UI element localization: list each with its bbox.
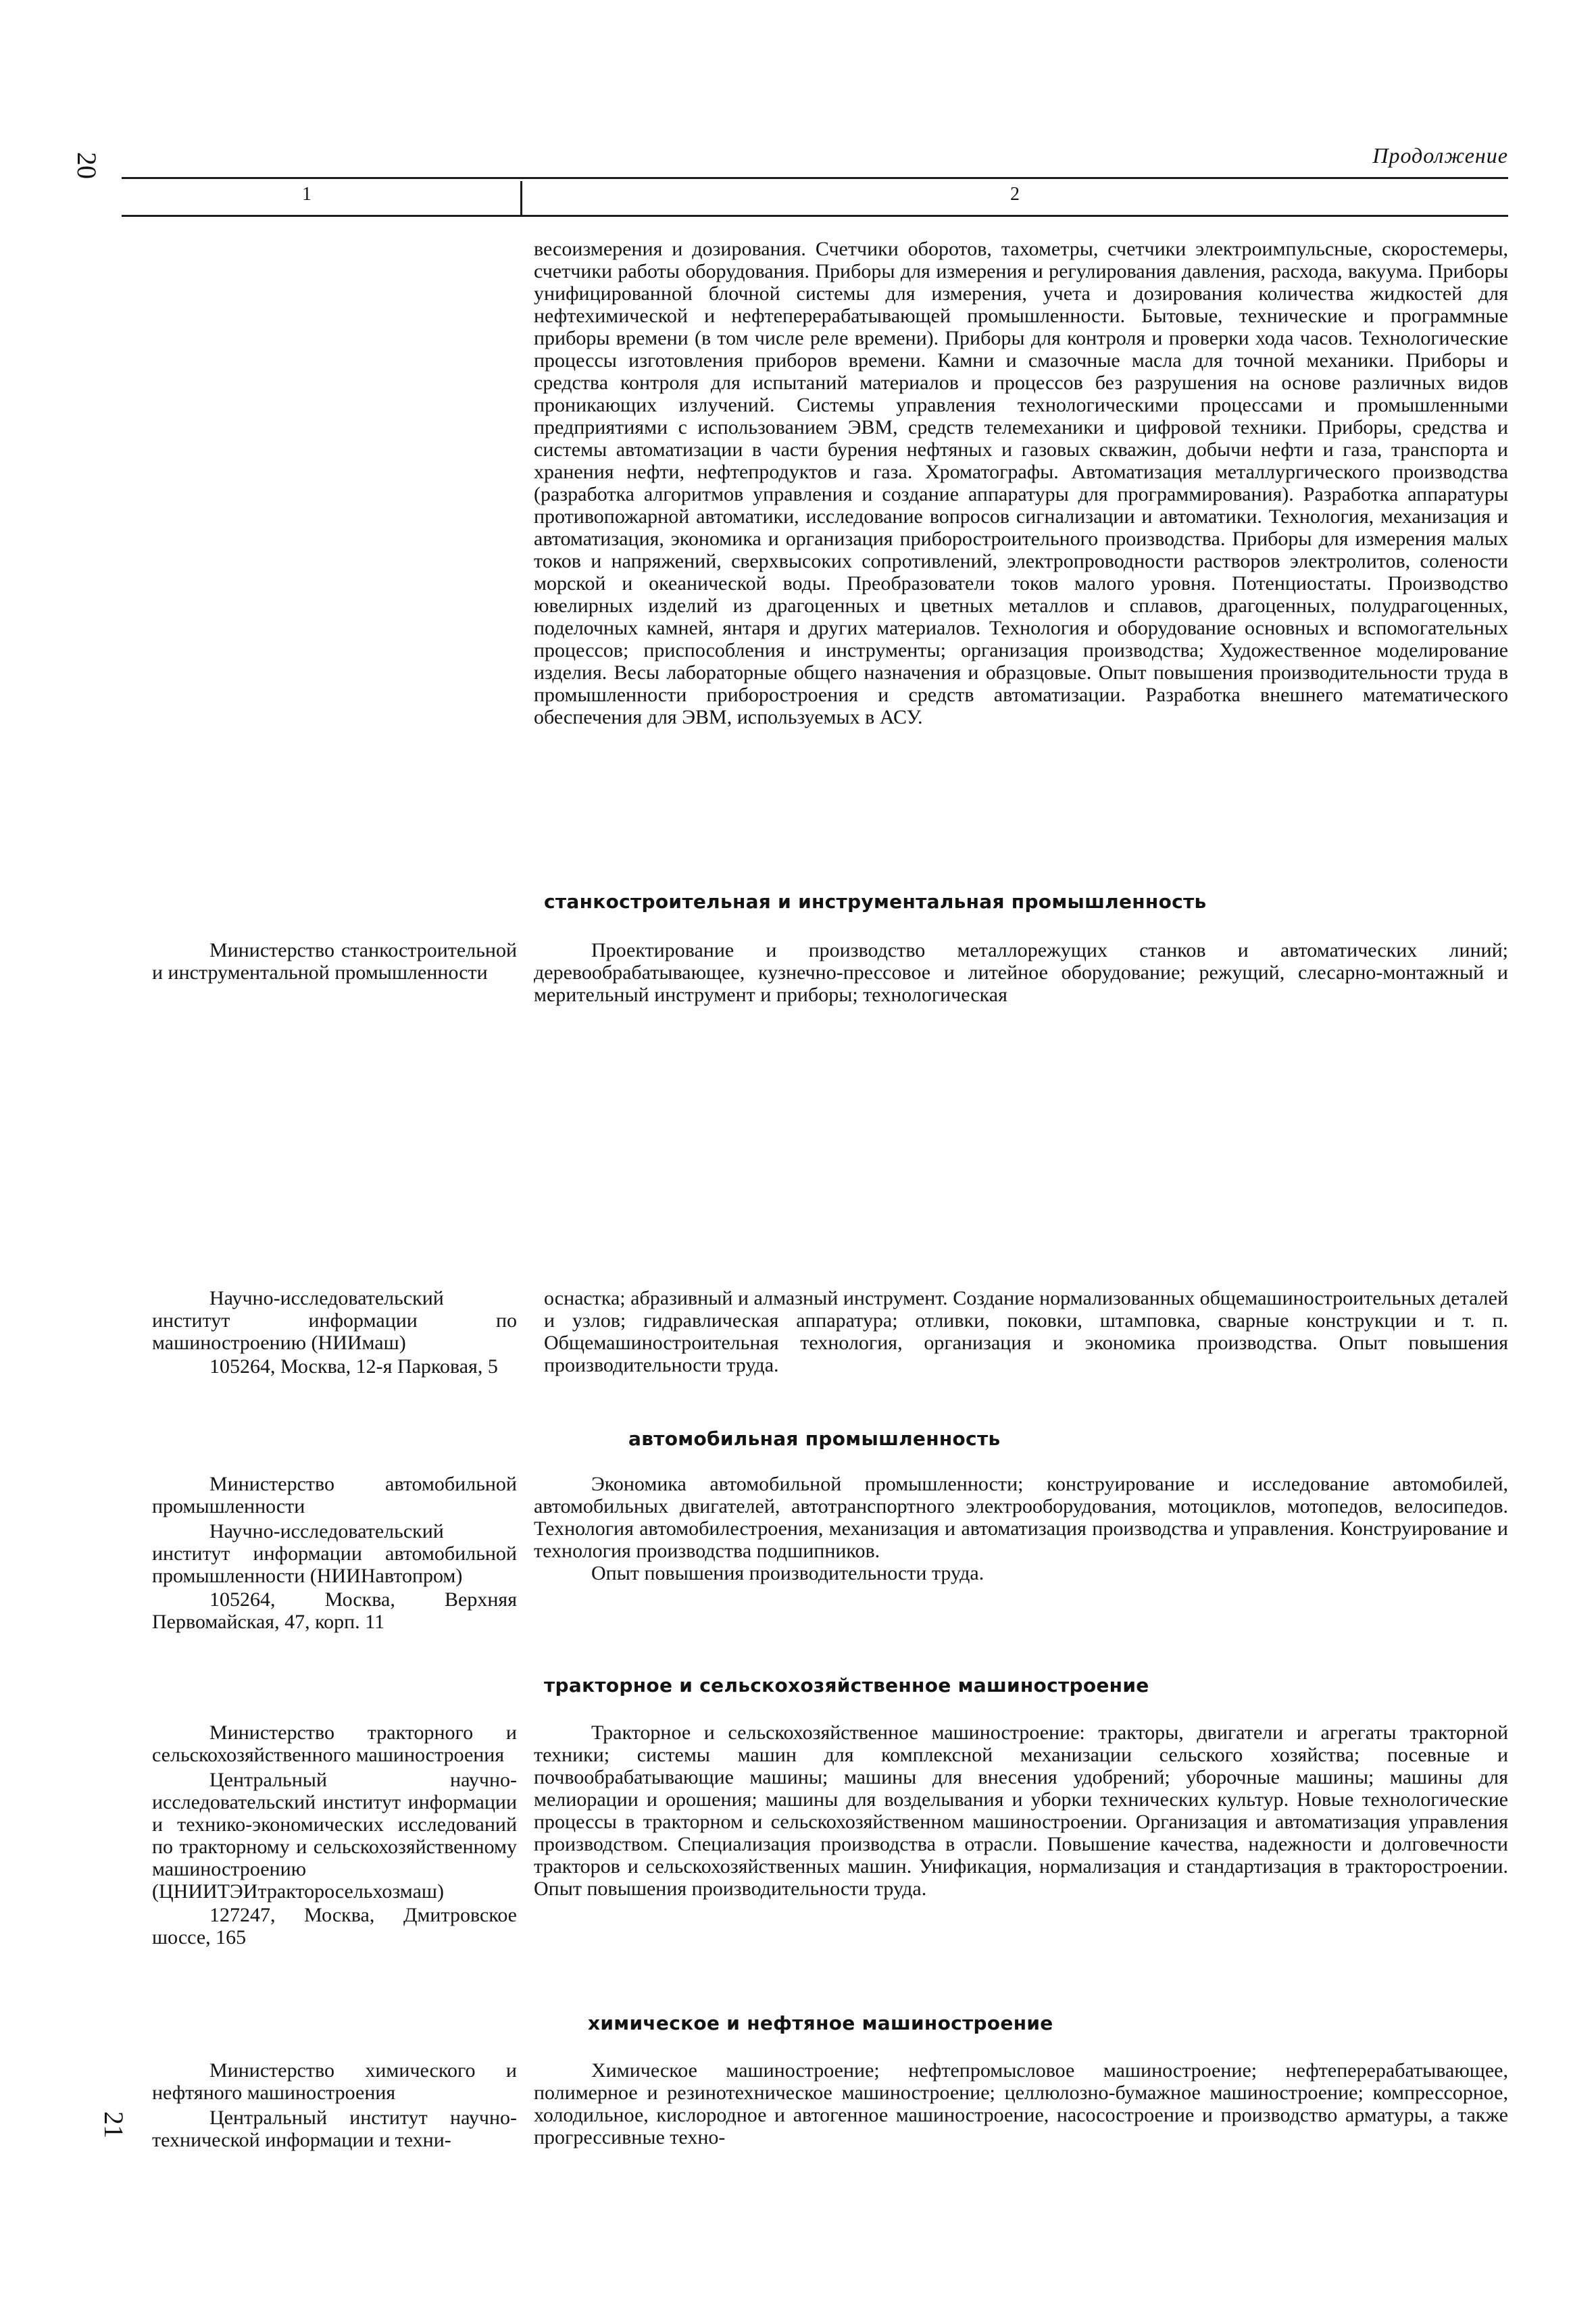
section-text: Экономика автомобильной промышленности; конструирование и исследование автомобилей, автомобильных двигателей, автотранспортного электрооборудования, мотоциклов, мотопедов, велосипедов. Технология автомобилестроения, механизация и автоматизация производства и управления. Конструирование и технология производства подшипников. — [534, 1473, 1508, 1562]
institute-name: Научно-исследовательский институт информации автомобильной промышленности (НИИНавтопром) — [152, 1520, 517, 1587]
section-heading: автомобильная промышленность — [628, 1428, 1001, 1450]
institute-address: 127247, Москва, Дмитровское шоссе, 165 — [152, 1904, 517, 1948]
column-divider — [520, 181, 522, 215]
institute-address: 105264, Москва, Верхняя Первомайская, 47, корп. 11 — [152, 1588, 517, 1633]
section-heading: химическое и нефтяное машиностроение — [588, 2012, 1053, 2034]
section-description — [534, 1473, 1508, 1584]
institute-address: 105264, Москва, 12-я Парковая, 5 — [209, 1355, 498, 1378]
continuation-label: Продолжение — [1372, 143, 1508, 168]
section-description: Химическое машиностроение; нефтепромысловое машиностроение; нефтеперерабатывающее, полимерное и резинотехническое машиностроение; целлюлозно-бумажное машиностроение; компрессорное, холодильное, кислородное и автогенное машиностроение, насосостроение и производство арматуры, а также прогрессивные техно- — [534, 2059, 1508, 2148]
intro-paragraph: весоизмерения и дозирования. Счетчики оборотов, тахометры, счетчики электроимпульсные, скоростемеры, счетчики работы оборудования. Приборы для измерения и регулирования давления, расхода, вакуума. Приборы унифицированной блочной системы для измерения, учета и дозирования количества жидкостей для нефтехимической и нефтеперерабатывающей промышленности. Бытовые, технические и программные приборы времени (в том числе реле времени). Приборы для контроля и проверки хода часов. Технологические процессы изготовления приборов времени. Камни и смазочные масла для точной механики. Приборы и средства контроля для испытаний материалов и процессов без разрушения на основе различных видов проникающих излучений. Системы управления технологическими процессами и промышленными предприятиями с использованием ЭВМ, средств телемеханики и цифровой техники. Приборы, средства и системы автоматизации в части бурения нефтяных и газовых скважин, добычи нефти и газа, транспорта и хранения нефти, нефтепродуктов и газа. Хроматографы. Автоматизация металлургического производства (разработка алгоритмов управления и создание аппаратуры для программирования). Разработка аппаратуры противопожарной автоматики, исследование вопросов сигнализации и автоматики. Технология, механизация и автоматизация, экономика и организация приборостроительного производства. Приборы для измерения малых токов и напряжений, сверхвысоких сопротивлений, электропроводности растворов электролитов, солености морской и океанической воды. Преобразователи токов малого уровня. Потенциостаты. Производство ювелирных изделий из драгоценных и цветных металлов и сплавов, драгоценных, полудрагоценных, поделочных камней, янтаря и других материалов. Технология и оборудование основных и вспомогательных процессов; приспособления и инструменты; организация производства; Художественное моделирование изделия. Весы лабораторные общего назначения и образцовые. Опыт повышения производительности труда в промышленности приборостроения и средств автоматизации. Разработка внешнего математического обеспечения для ЭВМ, используемых в АСУ. — [534, 238, 1508, 728]
ministry-name: Министерство химического и нефтяного машиностроения — [152, 2059, 517, 2104]
ministry-name: Министерство тракторного и сельскохозяйственного машиностроения — [152, 1721, 517, 1766]
ministry-entry — [152, 939, 517, 984]
section-heading: тракторное и сельскохозяйственное машиностроение — [544, 1674, 1149, 1696]
section-heading: станкостроительная и инструментальная промышленность — [544, 890, 1207, 913]
column-1-label: 1 — [302, 184, 311, 205]
institute-entry — [152, 1287, 517, 1378]
table-top-rule — [122, 177, 1508, 179]
table-header-rule — [122, 215, 1508, 217]
section-text-2: Опыт повышения производительности труда. — [591, 1562, 984, 1584]
section-description: Тракторное и сельскохозяйственное машиностроение: тракторы, двигатели и агрегаты тракторной техники; системы машин для комплексной механизации сельского хозяйства; посевные и почвообрабатывающие машины; машины для внесения удобрений; уборочные машины; машины для мелиорации и орошения; машины для возделывания и уборки технических культур. Новые технологические процессы в тракторном и сельскохозяйственном машиностроении. Организация и автоматизация управления производством. Специализация производства в отрасли. Повышение качества, надежности и долговечности тракторов и сельскохозяйственных машин. Унификация, нормализация и стандартизация в тракторостроении. Опыт повышения производительности труда. — [534, 1721, 1508, 1900]
section-description-continued: оснастка; абразивный и алмазный инструмент. Создание нормализованных общемашиностроительных деталей и узлов; гидравлическая аппаратура; отливки, поковки, штамповка, сварные конструкции и т. п. Общемашиностроительная технология, организация и экономика производства. Опыт повышения производительности труда. — [544, 1287, 1508, 1376]
ministry-name: Министерство автомобильной промышленности — [152, 1473, 517, 1517]
ministry-name: Министерство станкостроительной и инструментальной промышленности — [152, 939, 517, 984]
institute-name: Центральный институт научно-технической информации и техни- — [152, 2107, 517, 2151]
ministry-entry — [152, 2059, 517, 2151]
ministry-entry — [152, 1473, 517, 1633]
bottom-page-number: 21 — [99, 2111, 129, 2138]
ministry-entry — [152, 1721, 517, 1948]
column-2-label: 2 — [1010, 184, 1020, 205]
section-description: Проектирование и производство металлорежущих станков и автоматических линий; деревообрабатывающее, кузнечно-прессовое и литейное оборудование; режущий, слесарно-монтажный и мерительный инструмент и приборы; технологическая — [534, 939, 1508, 1006]
top-page-number: 20 — [72, 152, 102, 179]
institute-name: Центральный научно-исследовательский институт информации и технико-экономических исследований по тракторному и сельскохозяйственному машиностроению (ЦНИИТЭИтракторосельхозмаш) — [152, 1769, 517, 1903]
institute-name: Научно-исследовательский институт информации по машиностроению (НИИмаш) — [152, 1287, 517, 1354]
